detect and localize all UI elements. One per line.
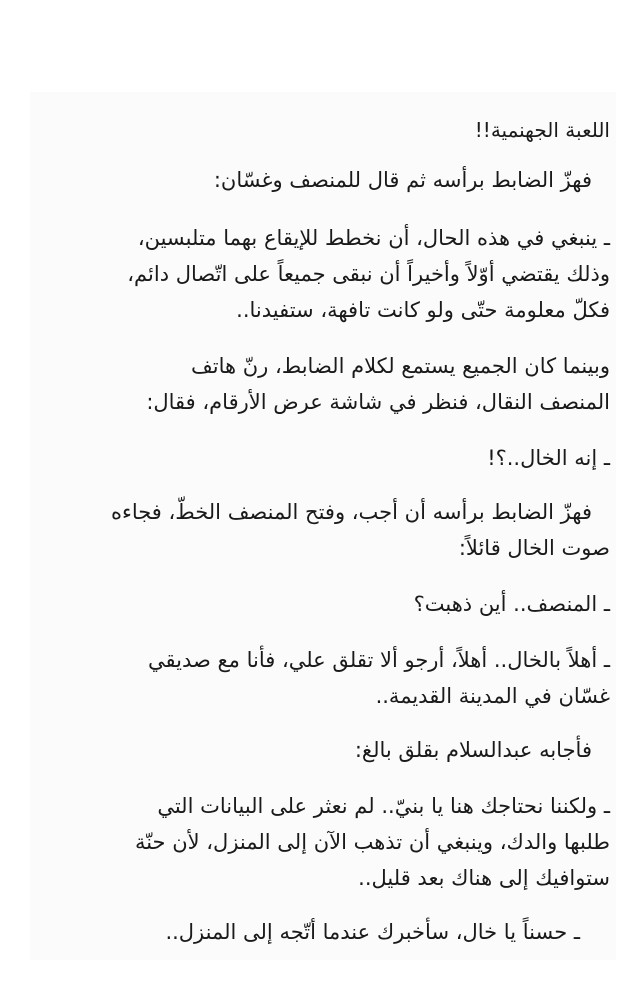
paragraph-answer-call-line-1: فهزّ الضابط برأسه أن أجب، وفتح المنصف الخطّ، فجاءه [110,500,592,524]
paragraph-we-need-you-line-2: طلبها والدك، وينبغي أن تذهب الآن إلى المنزل، لأن حنّة [134,830,610,854]
paragraph-officer-speech-line-1: ـ ينبغي في هذه الحال، أن نخطط للإيقاع بهما متلبسين، [137,226,610,250]
paragraph-we-need-you-line-1: ـ ولكننا نحتاجك هنا يا بنيّ.. لم نعثر على البيانات التي [157,794,610,818]
paragraph-okay-uncle-line-1: ـ حسناً يا خال، سأخبرك عندما أتّجه إلى المنزل.. [165,920,580,944]
paragraph-hello-uncle-line-1: ـ أهلاً بالخال.. أهلاً، أرجو ألا تقلق علي، فأنا مع صديقي [147,648,610,672]
paragraph-abdessalam-answers-line-1: فأجابه عبدالسلام بقلق بالغ: [354,738,592,762]
paragraph-phone-rings-line-2: المنصف النقال، فنظر في شاشة عرض الأرقام، فقال: [146,390,610,414]
running-header-title: اللعبة الجهنمية!! [474,118,610,142]
paragraph-we-need-you-line-3: ستوافيك إلى هناك بعد قليل.. [358,866,610,890]
paragraph-officer-nods-line-1: فهزّ الضابط برأسه ثم قال للمنصف وغسّان: [213,168,592,192]
paragraph-its-uncle-line-1: ـ إنه الخال..؟! [487,446,610,470]
paragraph-answer-call-line-2: صوت الخال قائلاً: [458,536,610,560]
paragraph-officer-speech-line-2: وذلك يقتضي أوّلاً وأخيراً أن نبقى جميعاً على اتّصال دائم، [127,262,610,286]
book-page [30,92,616,960]
paragraph-phone-rings-line-1: وبينما كان الجميع يستمع لكلام الضابط، رنّ هاتف [191,354,610,378]
paragraph-where-did-you-go-line-1: ـ المنصف.. أين ذهبت؟ [413,592,610,616]
paragraph-hello-uncle-line-2: غسّان في المدينة القديمة.. [375,684,610,708]
paragraph-officer-speech-line-3: فكلّ معلومة حتّى ولو كانت تافهة، ستفيدنا.. [236,298,610,322]
